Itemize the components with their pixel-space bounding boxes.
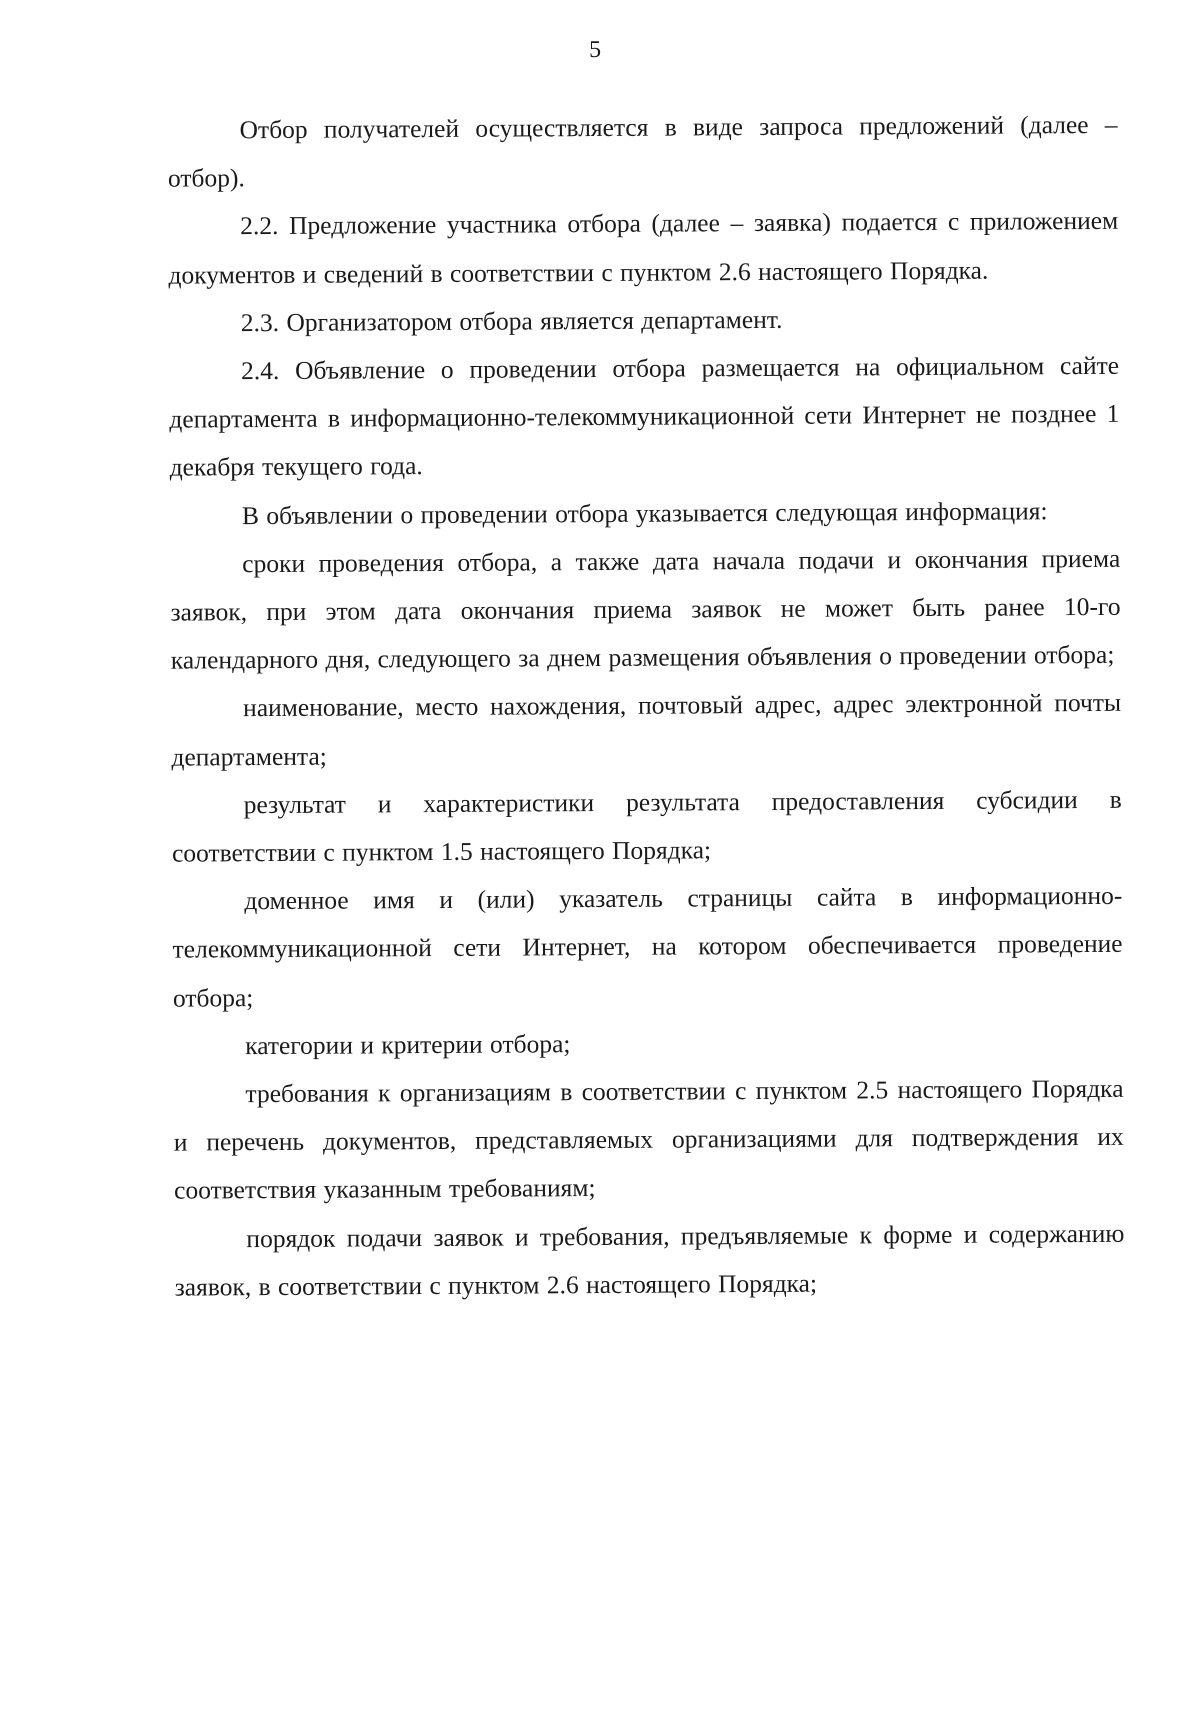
document-body	[167, 101, 1124, 1312]
list-item-categories: категории и критерии отбора;	[245, 1029, 571, 1061]
page-number: 5	[589, 36, 602, 64]
paragraph-announcement-info: В объявлении о проведении отбора указывается следующая информация:	[241, 495, 1048, 530]
paragraph-2-4: 2.4. Объявление о проведении отбора размещается на официальном сайте департамента в информационно-телекоммуникационной сети Интернет не позднее 1 декабря текущего года.	[169, 350, 1120, 483]
list-item-subsidy-result: результат и характеристики результата предоставления субсидии в соответствии с пунктом 1.5 настоящего Порядка;	[171, 784, 1122, 868]
paragraph-2-3: 2.3. Организатором отбора является департамент.	[240, 304, 783, 337]
list-item-requirements: требования к организациям в соответствии с пунктом 2.5 настоящего Порядка и перечень документов, представляемых организациями для подтверждения их соответствия указанным требованиям;	[173, 1073, 1124, 1206]
paragraph-2-2: 2.2. Предложение участника отбора (далее – заявка) подается с приложением документов и сведений в соответствии с пунктом 2.6 настоящего Порядка.	[168, 206, 1119, 290]
list-item-domain-name: доменное имя и (или) указатель страницы сайта в информационно-телекоммуникационной сети Интернет, на котором обеспечивается проведение отбора;	[172, 881, 1123, 1013]
list-item-department-address: наименование, место нахождения, почтовый адрес, адрес электронной почты департамента;	[171, 688, 1122, 772]
list-item-deadlines: сроки проведения отбора, а также дата начала подачи и окончания приема заявок, при этом дата окончания приема заявок не может быть ранее 10-го календарного дня, следующего за днем размещения объявления о проведении отбора;	[170, 543, 1121, 675]
list-item-application-procedure: порядок подачи заявок и требования, предъявляемые к форме и содержанию заявок, в соответствии с пунктом 2.6 настоящего Порядка;	[174, 1218, 1125, 1302]
paragraph-selection-method: Отбор получателей осуществляется в виде запроса предложений (далее – отбор).	[167, 109, 1118, 193]
